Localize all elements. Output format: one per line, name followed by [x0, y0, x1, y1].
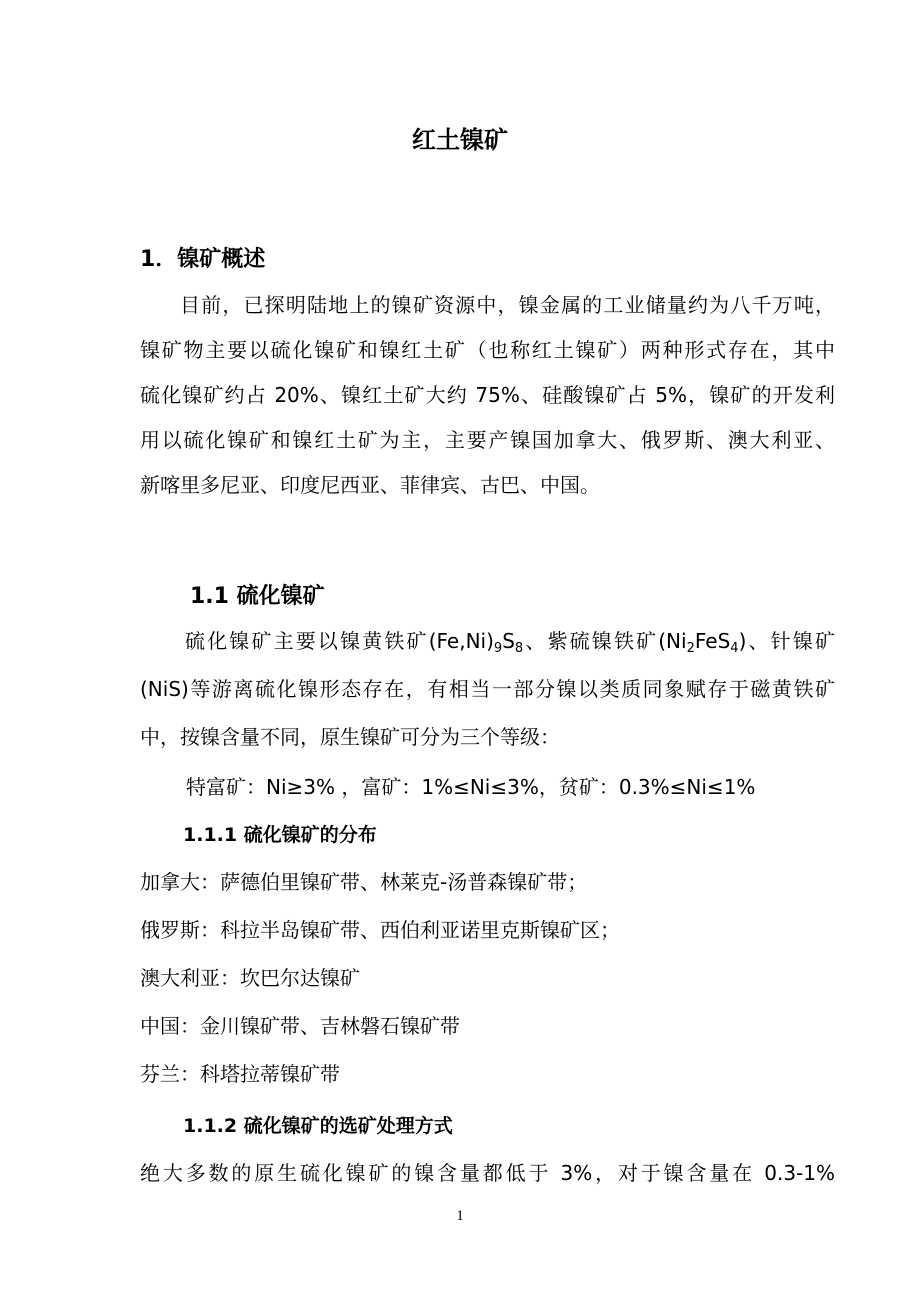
subscript: 4	[730, 641, 739, 656]
text-run: 、紫硫镍铁矿(Ni	[523, 629, 687, 653]
distribution-item: 中国：金川镍矿带、吉林磐石镍矿带	[140, 1014, 460, 1038]
distribution-item: 俄罗斯：科拉半岛镍矿带、西伯利亚诺里克斯镍矿区；	[140, 918, 620, 942]
section-heading-sulfide-nickel: 1.1 硫化镍矿	[190, 584, 325, 609]
paragraph-line	[180, 291, 835, 319]
text-run: 用以硫化镍矿和镍红土矿为主，主要产镍国加拿大、俄罗斯、澳大利亚、	[140, 428, 835, 452]
text-run: 目前，已探明陆地上的镍矿资源中，镍金属的工业储量约为八千万吨，	[180, 293, 835, 317]
text-run: 镍矿物主要以硫化镍矿和镍红土矿（也称红土镍矿）两种形式存在，其中	[140, 338, 835, 362]
text-run: FeS	[694, 629, 731, 653]
paragraph-line	[140, 336, 835, 364]
text-run: 绝大多数的原生硫化镍矿的镍含量都低于 3%，对于镍含量在 0.3-1%	[140, 1161, 835, 1185]
text-run: 硫化镍矿主要以镍黄铁矿(Fe,Ni)	[185, 629, 494, 653]
grade-classification: 特富矿：Ni≥3% ，富矿：1%≤Ni≤3%，贫矿：0.3%≤Ni≤1%	[186, 775, 756, 799]
subscript: 2	[686, 641, 695, 656]
paragraph-line	[140, 381, 835, 409]
paragraph-line	[140, 426, 835, 454]
paragraph-line	[140, 1159, 835, 1187]
section-heading-processing: 1.1.2 硫化镍矿的选矿处理方式	[183, 1115, 453, 1137]
section-heading-nickel-overview: 1．镍矿概述	[140, 247, 266, 272]
distribution-item: 加拿大：萨德伯里镍矿带、林莱克-汤普森镍矿带；	[140, 870, 588, 894]
paragraph-line	[140, 471, 835, 499]
paragraph-line	[140, 723, 835, 751]
text-run: S	[502, 629, 515, 653]
text-run: )、针镍矿	[738, 629, 835, 653]
subscript: 9	[493, 641, 503, 656]
document-title: 红土镍矿	[412, 126, 508, 154]
paragraph-line	[185, 627, 835, 655]
text-run: 硫化镍矿约占 20%、镍红土矿大约 75%、硅酸镍矿占 5%，镍矿的开发利	[140, 383, 835, 407]
text-run: (NiS)等游离硫化镍形态存在，有相当一部分镍以类质同象赋存于磁黄铁矿	[140, 677, 835, 701]
subscript: 8	[514, 641, 524, 656]
paragraph-line	[140, 675, 835, 703]
text-run: 中，按镍含量不同，原生镍矿可分为三个等级：	[140, 725, 560, 749]
page-number: 1	[456, 1208, 464, 1224]
section-heading-distribution: 1.1.1 硫化镍矿的分布	[183, 824, 377, 846]
distribution-item: 芬兰：科塔拉蒂镍矿带	[140, 1062, 340, 1086]
text-run: 新喀里多尼亚、印度尼西亚、菲律宾、古巴、中国。	[140, 473, 600, 497]
distribution-item: 澳大利亚：坎巴尔达镍矿	[140, 966, 360, 990]
